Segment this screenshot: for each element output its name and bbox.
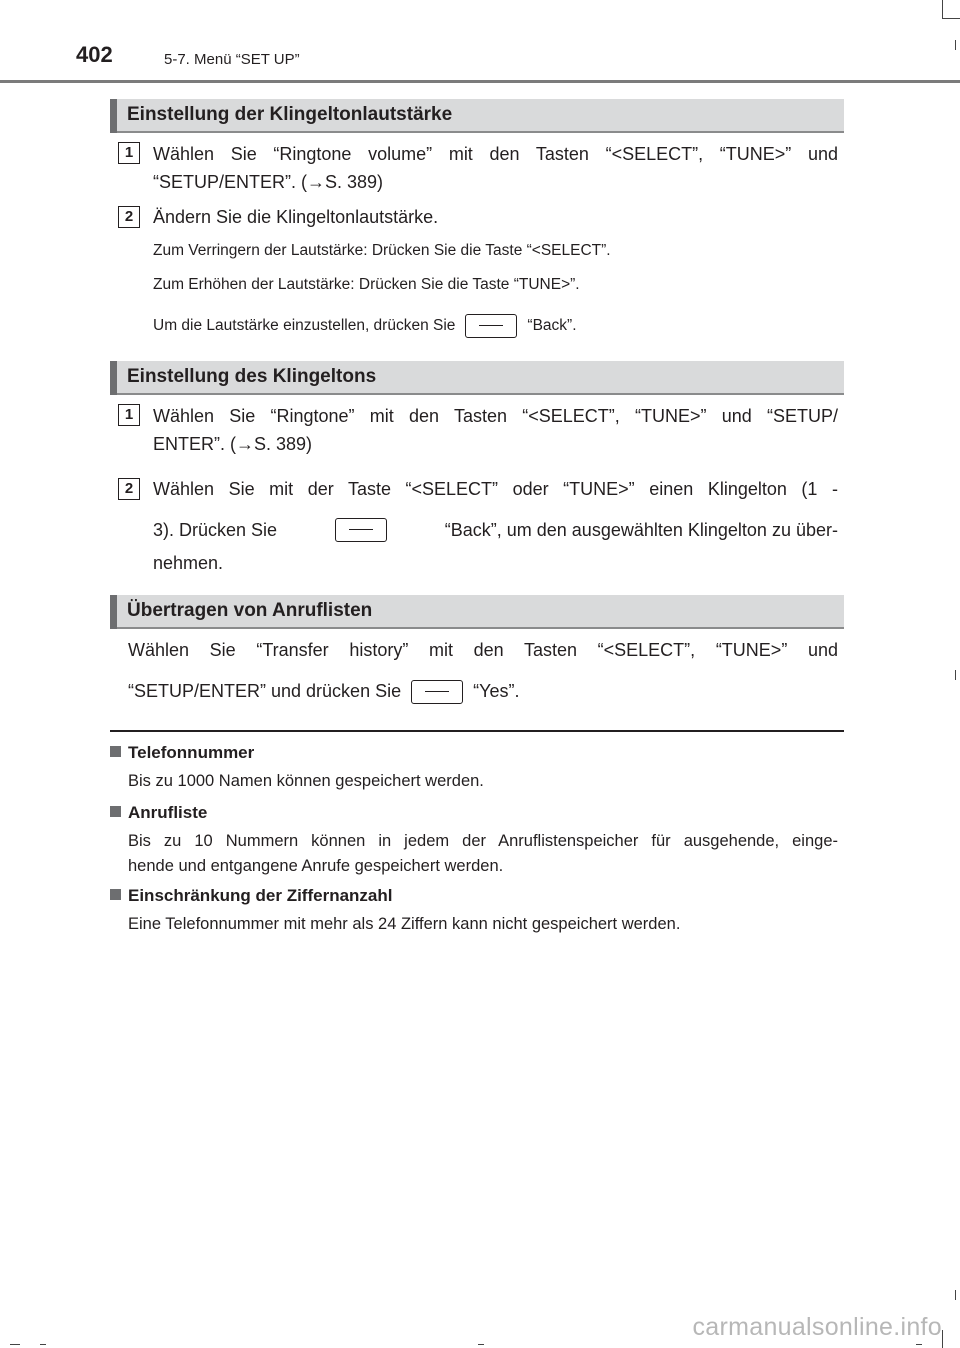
step-text-part: “Back”, um den ausgewählten Klingelton zu über-	[444, 520, 838, 540]
note-heading	[110, 885, 393, 907]
steering-switch-icon	[465, 314, 517, 338]
section-text-part: “SETUP/ENTER” und drücken Sie	[128, 681, 402, 701]
instruction-adjust	[153, 314, 577, 338]
crop-mark	[942, 0, 943, 18]
step-text: nehmen.	[153, 553, 224, 573]
step-text: Wählen Sie “Ringtone volume” mit den Tasten “<SELECT”, “TUNE>” und	[153, 144, 838, 164]
section-heading-ringtone-volume	[110, 99, 844, 133]
notes-separator	[110, 730, 844, 732]
crop-mark	[955, 670, 956, 680]
section-heading-transfer-history	[110, 595, 844, 629]
section-heading-bar	[110, 595, 117, 629]
crop-mark	[942, 18, 960, 19]
instruction-adjust-text: Um die Lautstärke einzustellen, drücken Sie	[153, 317, 456, 335]
crop-mark	[40, 1344, 46, 1345]
crop-mark	[955, 40, 956, 50]
step-text: “SETUP/ENTER”. (→S. 389)	[153, 172, 384, 192]
page-number: 402	[76, 42, 113, 67]
steering-switch-icon	[411, 680, 463, 704]
section-text	[128, 677, 519, 705]
step-text	[153, 516, 838, 544]
crop-mark	[916, 1344, 922, 1345]
note-text: Bis zu 1000 Namen können gespeichert werden.	[128, 772, 484, 790]
crop-mark	[10, 1344, 20, 1345]
crop-mark	[478, 1344, 484, 1345]
header-rule	[0, 80, 960, 83]
crop-mark	[955, 1290, 956, 1300]
note-heading-text: Telefonnummer	[128, 743, 255, 762]
section-heading-ringtone	[110, 361, 844, 395]
instruction-increase: Zum Erhöhen der Lautstärke: Drücken Sie die Taste “TUNE>”.	[153, 276, 580, 293]
steering-switch-icon	[335, 518, 387, 542]
note-text: hende und entgangene Anrufe gespeichert werden.	[128, 857, 504, 875]
step-number: 2	[118, 478, 140, 500]
square-bullet-icon	[110, 889, 121, 900]
note-heading	[110, 742, 254, 764]
square-bullet-icon	[110, 746, 121, 757]
section-title: Einstellung des Klingeltons	[127, 366, 377, 387]
section-text-part: “Yes”.	[473, 681, 520, 701]
note-heading	[110, 802, 207, 824]
step-text: Ändern Sie die Klingeltonlautstärke.	[153, 207, 439, 227]
step-text: Wählen Sie “Ringtone” mit den Tasten “<SELECT”, “TUNE>” und “SETUP/	[153, 406, 838, 426]
section-title: Übertragen von Anruflisten	[127, 600, 373, 621]
section-text: Wählen Sie “Transfer history” mit den Tasten “<SELECT”, “TUNE>” und	[128, 640, 838, 660]
step-number: 2	[118, 206, 140, 228]
instruction-decrease: Zum Verringern der Lautstärke: Drücken Sie die Taste “<SELECT”.	[153, 242, 611, 259]
section-heading-bar	[110, 361, 117, 395]
watermark[interactable]: carmanualsonline.info	[692, 1313, 942, 1341]
step-text: ENTER”. (→S. 389)	[153, 434, 313, 454]
instruction-adjust-text: “Back”.	[527, 317, 577, 335]
chapter-title: 5-7. Menü “SET UP”	[164, 51, 300, 68]
step-text: Wählen Sie mit der Taste “<SELECT” oder “TUNE>” einen Klingelton (1 -	[153, 479, 838, 499]
section-heading-bar	[110, 99, 117, 133]
step-text-part: 3). Drücken Sie	[153, 520, 278, 540]
note-heading-text: Einschränkung der Ziffernanzahl	[128, 886, 393, 905]
note-heading-text: Anrufliste	[128, 803, 208, 822]
note-text: Eine Telefonnummer mit mehr als 24 Ziffern kann nicht gespeichert werden.	[128, 915, 681, 933]
note-text: Bis zu 10 Nummern können in jedem der Anruflistenspeicher für ausgehende, einge-	[128, 832, 838, 850]
crop-mark	[942, 1330, 943, 1348]
square-bullet-icon	[110, 806, 121, 817]
section-title: Einstellung der Klingeltonlautstärke	[127, 104, 453, 125]
step-number: 1	[118, 142, 140, 164]
step-number: 1	[118, 404, 140, 426]
